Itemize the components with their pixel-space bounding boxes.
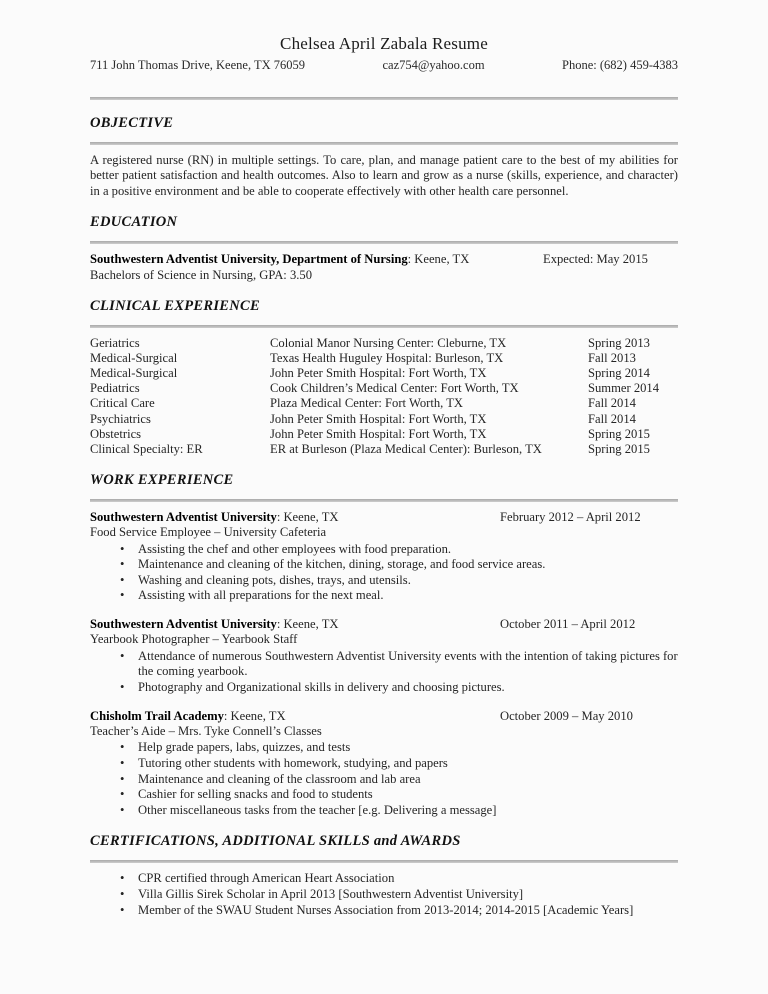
header-divider bbox=[90, 97, 678, 100]
objective-divider bbox=[90, 142, 678, 145]
location-cell: ER at Burleson (Plaza Medical Center): Burleson, TX bbox=[270, 441, 542, 456]
employer-location: : Keene, TX bbox=[223, 708, 286, 723]
job-bullet: • Other miscellaneous tasks from the teacher [e.g. Delivering a message] bbox=[138, 803, 678, 819]
employer-name: Southwestern Adventist University bbox=[90, 509, 277, 524]
certifications-divider bbox=[90, 860, 678, 863]
section-objective bbox=[90, 115, 678, 199]
certifications-heading: CERTIFICATIONS, ADDITIONAL SKILLS and AWARDS bbox=[90, 833, 461, 850]
address-text: 711 John Thomas Drive, Keene, TX 76059 bbox=[90, 58, 306, 72]
term-cell: Spring 2015 bbox=[588, 426, 650, 441]
education-divider bbox=[90, 241, 678, 244]
clinical-row bbox=[90, 366, 678, 381]
employer-location: : Keene, TX bbox=[276, 509, 339, 524]
job-header bbox=[90, 510, 678, 525]
job-bullet: • Maintenance and cleaning of the classroom and lab area bbox=[138, 772, 678, 788]
job-dates: October 2011 – April 2012 bbox=[500, 616, 636, 631]
specialty-cell: Geriatrics bbox=[90, 336, 140, 351]
clinical-row bbox=[90, 427, 678, 442]
employer-name: Southwestern Adventist University bbox=[90, 616, 277, 631]
school-name: Southwestern Adventist University, Department of Nursing bbox=[90, 252, 408, 267]
job-entry bbox=[90, 617, 678, 696]
resume-header bbox=[90, 34, 678, 73]
term-cell: Fall 2014 bbox=[588, 411, 636, 426]
degree-text: Bachelors of Science in Nursing, GPA: 3.50 bbox=[90, 267, 312, 282]
job-bullet: • Photography and Organizational skills in delivery and choosing pictures. bbox=[138, 680, 678, 696]
clinical-row bbox=[90, 396, 678, 411]
certification-bullet: • CPR certified through American Heart Association bbox=[138, 871, 678, 887]
specialty-cell: Medical-Surgical bbox=[90, 366, 178, 381]
term-cell: Spring 2014 bbox=[588, 366, 650, 381]
job-header bbox=[90, 709, 678, 724]
location-cell: Cook Children’s Medical Center: Fort Worth, TX bbox=[270, 381, 519, 396]
clinical-row bbox=[90, 442, 678, 457]
section-work-experience bbox=[90, 472, 678, 819]
term-cell: Summer 2014 bbox=[588, 381, 660, 396]
job-bullet-list bbox=[90, 649, 678, 696]
school-location: : Keene, TX bbox=[407, 252, 470, 267]
location-cell: Texas Health Huguley Hospital: Burleson, TX bbox=[270, 351, 504, 366]
job-bullet: • Help grade papers, labs, quizzes, and tests bbox=[138, 740, 678, 756]
job-role: Teacher’s Aide – Mrs. Tyke Connell’s Classes bbox=[90, 723, 322, 738]
employer-name: Chisholm Trail Academy bbox=[90, 708, 224, 723]
term-cell: Fall 2013 bbox=[588, 351, 636, 366]
job-bullet: • Maintenance and cleaning of the kitchen, dining, storage, and food service areas. bbox=[138, 557, 678, 573]
job-dates: October 2009 – May 2010 bbox=[500, 708, 633, 723]
work-heading: WORK EXPERIENCE bbox=[90, 471, 234, 488]
clinical-row bbox=[90, 381, 678, 396]
contact-row bbox=[90, 58, 678, 73]
job-bullet: • Attendance of numerous Southwestern Adventist University events with the intention of taking pictures for the coming yearbook. bbox=[138, 649, 678, 680]
job-bullet: • Assisting the chef and other employees with food preparation. bbox=[138, 542, 678, 558]
job-role: Food Service Employee – University Cafeteria bbox=[90, 525, 327, 540]
section-clinical-experience bbox=[90, 298, 678, 457]
job-entry bbox=[90, 709, 678, 819]
section-certifications bbox=[90, 833, 678, 918]
clinical-row bbox=[90, 351, 678, 366]
specialty-cell: Critical Care bbox=[90, 396, 155, 411]
job-bullet: • Cashier for selling snacks and food to students bbox=[138, 787, 678, 803]
location-cell: John Peter Smith Hospital: Fort Worth, TX bbox=[270, 426, 487, 441]
location-cell: Colonial Manor Nursing Center: Cleburne, TX bbox=[270, 336, 507, 351]
term-cell: Spring 2013 bbox=[588, 336, 650, 351]
job-bullet: • Tutoring other students with homework, studying, and papers bbox=[138, 756, 678, 772]
clinical-row bbox=[90, 336, 678, 351]
education-heading: EDUCATION bbox=[90, 214, 178, 231]
clinical-row bbox=[90, 412, 678, 427]
specialty-cell: Pediatrics bbox=[90, 381, 140, 396]
clinical-heading: CLINICAL EXPERIENCE bbox=[90, 298, 260, 315]
work-divider bbox=[90, 499, 678, 502]
certifications-list bbox=[90, 871, 678, 918]
specialty-cell: Obstetrics bbox=[90, 426, 142, 441]
job-dates: February 2012 – April 2012 bbox=[500, 509, 641, 524]
phone-text: Phone: (682) 459-4383 bbox=[562, 58, 678, 72]
job-bullet-list bbox=[90, 542, 678, 604]
location-cell: John Peter Smith Hospital: Fort Worth, TX bbox=[270, 366, 487, 381]
page-title: Chelsea April Zabala Resume bbox=[280, 34, 488, 53]
job-header bbox=[90, 617, 678, 632]
objective-text: A registered nurse (RN) in multiple settings. To care, plan, and manage patient care to the best of my abilities for better patient satisfaction and health outcomes. Also to learn and grow as a nurse (skills, experience, and character) in a positive environment and be able to cooperate effectively with other health care personnel. bbox=[90, 153, 678, 198]
term-cell: Fall 2014 bbox=[588, 396, 636, 411]
location-cell: Plaza Medical Center: Fort Worth, TX bbox=[270, 396, 463, 411]
job-role: Yearbook Photographer – Yearbook Staff bbox=[90, 632, 298, 647]
specialty-cell: Psychiatrics bbox=[90, 411, 151, 426]
job-entry bbox=[90, 510, 678, 604]
clinical-divider bbox=[90, 325, 678, 328]
location-cell: John Peter Smith Hospital: Fort Worth, TX bbox=[270, 411, 487, 426]
email-text: caz754@yahoo.com bbox=[382, 58, 485, 72]
objective-heading: OBJECTIVE bbox=[90, 115, 174, 131]
section-education bbox=[90, 214, 678, 283]
specialty-cell: Clinical Specialty: ER bbox=[90, 441, 203, 456]
education-entry bbox=[90, 252, 678, 267]
job-bullet-list bbox=[90, 740, 678, 818]
term-cell: Spring 2015 bbox=[588, 441, 650, 456]
job-bullet: • Assisting with all preparations for the next meal. bbox=[138, 588, 678, 604]
specialty-cell: Medical-Surgical bbox=[90, 351, 178, 366]
certification-bullet: • Villa Gillis Sirek Scholar in April 2013 [Southwestern Adventist University] bbox=[138, 887, 678, 903]
job-bullet: • Washing and cleaning pots, dishes, trays, and utensils. bbox=[138, 573, 678, 589]
expected-date: Expected: May 2015 bbox=[543, 252, 648, 267]
certification-bullet: • Member of the SWAU Student Nurses Association from 2013-2014; 2014-2015 [Academic Years] bbox=[138, 903, 678, 919]
employer-location: : Keene, TX bbox=[276, 616, 339, 631]
